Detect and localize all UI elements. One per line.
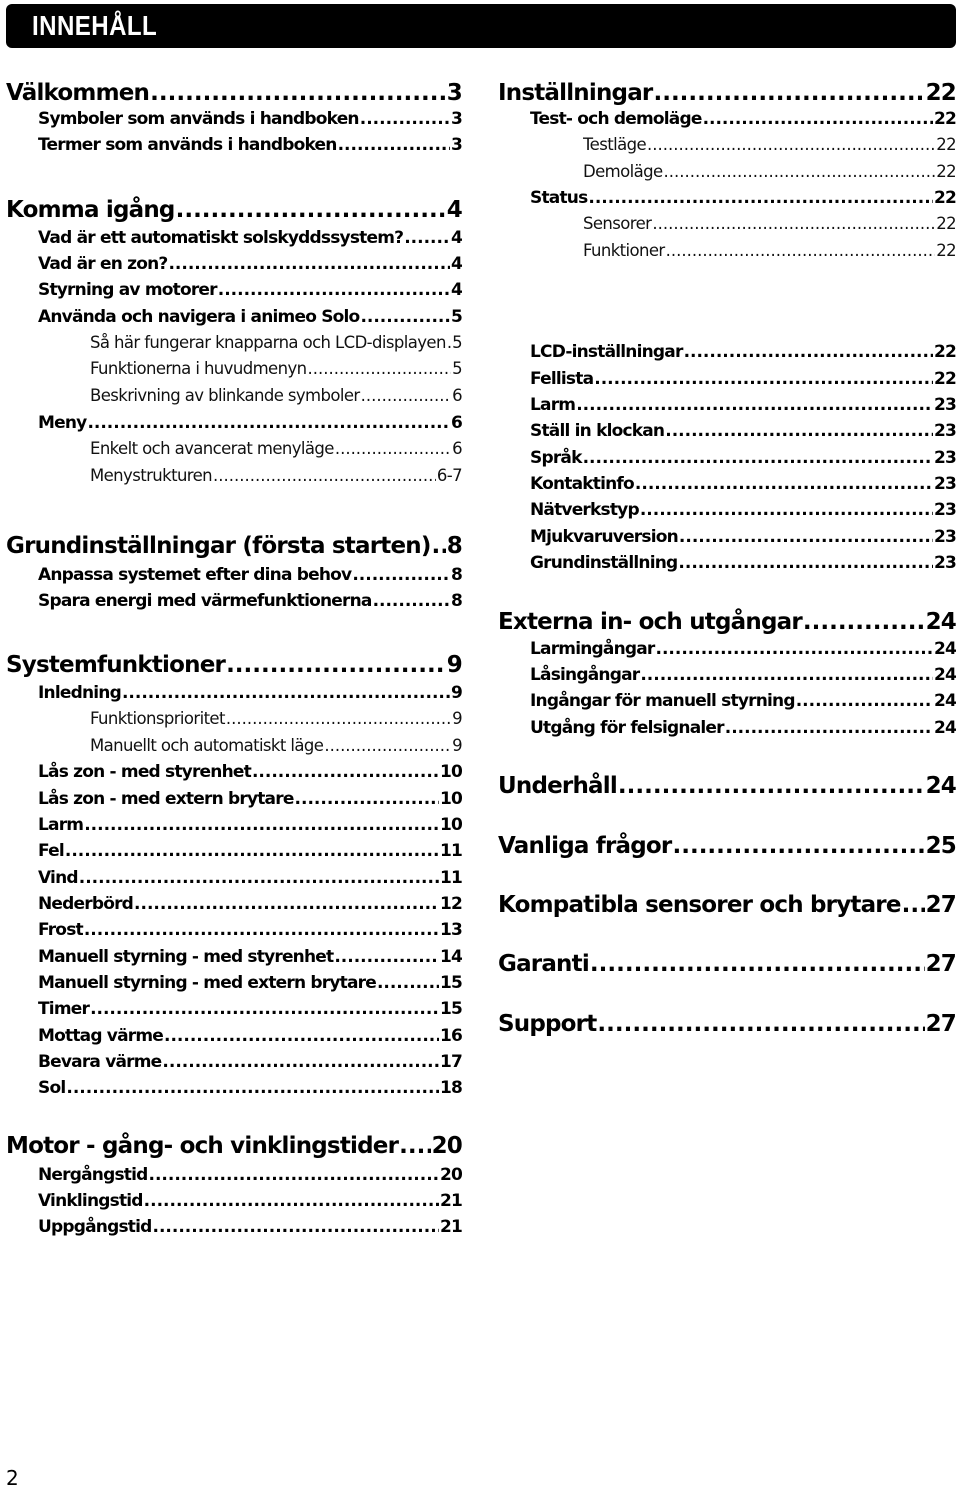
toc-entry-label: Uppgångstid: [38, 1217, 152, 1237]
toc-leader-dots: [678, 552, 933, 574]
toc-leader-dots: [647, 134, 935, 156]
toc-entry-page: 11: [439, 841, 462, 861]
toc-section-heading[interactable]: [6, 78, 462, 108]
toc-leader-dots: [307, 358, 451, 380]
toc-entry-page: 27: [925, 951, 956, 977]
toc-entry-page: 23: [933, 553, 956, 573]
toc-entry[interactable]: [38, 814, 462, 836]
toc-entry-label: Lås zon - med styrenhet: [38, 762, 251, 782]
toc-entry-page: 3: [446, 80, 462, 106]
toc-entry[interactable]: [38, 1077, 462, 1099]
toc-entry-label: Enkelt och avancerat menyläge: [90, 439, 334, 458]
toc-leader-dots: [252, 761, 439, 783]
toc-section-heading[interactable]: [6, 531, 462, 561]
toc-leader-dots: [226, 708, 451, 730]
toc-leader-dots: [583, 447, 933, 469]
toc-entry[interactable]: [530, 368, 956, 390]
toc-entry-page: 10: [439, 789, 462, 809]
toc-leader-dots: [295, 788, 439, 810]
toc-entry-label: Nätverkstyp: [530, 500, 639, 520]
toc-leader-dots: [84, 814, 439, 836]
toc-entry-label: Lås zon - med extern brytare: [38, 789, 294, 809]
toc-entry-page: 3: [450, 109, 462, 129]
toc-entry-label: Vad är en zon?: [38, 254, 168, 274]
toc-entry-page: 5: [450, 307, 462, 327]
toc-entry-page: 22: [933, 109, 956, 129]
toc-entry-label: Manuell styrning - med extern brytare: [38, 973, 376, 993]
toc-entry-page: 10: [439, 762, 462, 782]
toc-entry-label: Låsingångar: [530, 665, 640, 685]
toc-entry-label: Nederbörd: [38, 894, 134, 914]
toc-entry-page: 24: [925, 609, 956, 635]
toc-leader-dots: [672, 831, 924, 861]
toc-section-heading[interactable]: [498, 771, 956, 801]
toc-entry[interactable]: [530, 108, 956, 130]
toc-entry[interactable]: [90, 465, 462, 487]
toc-entry[interactable]: [38, 972, 462, 994]
toc-entry-page: 4: [450, 254, 462, 274]
toc-entry[interactable]: [530, 664, 956, 686]
toc-entry[interactable]: [583, 213, 956, 235]
toc-leader-dots: [66, 1077, 439, 1099]
toc-entry[interactable]: [38, 840, 462, 862]
toc-entry[interactable]: [530, 690, 956, 712]
toc-leader-dots: [90, 998, 439, 1020]
toc-entry-page: 14: [439, 947, 462, 967]
toc-leader-dots: [656, 638, 933, 660]
toc-leader-dots: [588, 187, 933, 209]
toc-leader-dots: [218, 279, 450, 301]
toc-leader-dots: [640, 499, 933, 521]
toc-entry-label: Timer: [38, 999, 90, 1019]
toc-entry-label: Ingångar för manuell styrning: [530, 691, 795, 711]
toc-leader-dots: [652, 213, 935, 235]
toc-section-heading[interactable]: [6, 1131, 462, 1161]
toc-entry-page: 15: [439, 973, 462, 993]
toc-leader-dots: [635, 473, 933, 495]
toc-entry-page: 16: [439, 1026, 462, 1046]
toc-entry[interactable]: [38, 1164, 462, 1186]
toc-entry-page: 25: [925, 833, 956, 859]
toc-entry-page: 22: [936, 214, 956, 233]
toc-entry-label: Inställningar: [498, 80, 653, 106]
toc-entry-page: 23: [933, 500, 956, 520]
toc-entry-page: 6: [452, 386, 462, 405]
toc-section-heading[interactable]: [498, 890, 956, 920]
toc-entry[interactable]: [583, 240, 956, 262]
toc-entry-label: Larmingångar: [530, 639, 655, 659]
header-bar: [6, 4, 956, 48]
toc-entry-page: 9: [452, 709, 462, 728]
toc-entry[interactable]: [38, 279, 462, 301]
toc-leader-dots: [213, 465, 436, 487]
toc-entry[interactable]: [38, 134, 462, 156]
toc-entry-label: Support: [498, 1011, 597, 1037]
toc-entry[interactable]: [530, 473, 956, 495]
toc-entry-page: 22: [936, 162, 956, 181]
toc-entry-label: Fellista: [530, 369, 594, 389]
toc-entry-page: 22: [933, 342, 956, 362]
toc-leader-dots: [666, 240, 936, 262]
toc-entry[interactable]: [90, 708, 462, 730]
toc-entry-label: Nergångstid: [38, 1165, 148, 1185]
toc-leader-dots: [664, 161, 936, 183]
toc-leader-dots: [168, 253, 450, 275]
toc-entry-label: Termer som används i handboken: [38, 135, 337, 155]
toc-leader-dots: [653, 78, 924, 108]
toc-entry[interactable]: [583, 161, 956, 183]
toc-entry-page: 24: [925, 773, 956, 799]
toc-leader-dots: [360, 306, 450, 328]
toc-leader-dots: [335, 438, 451, 460]
toc-section-heading[interactable]: [498, 78, 956, 108]
page-number: 2: [6, 1466, 19, 1490]
toc-entry-page: 13: [439, 920, 462, 940]
toc-entry-label: Välkommen: [6, 80, 150, 106]
toc-entry[interactable]: [530, 420, 956, 442]
toc-leader-dots: [902, 890, 925, 920]
toc-entry-label: Mottag värme: [38, 1026, 163, 1046]
toc-entry-page: 23: [933, 421, 956, 441]
toc-entry-label: Test- och demoläge: [530, 109, 702, 129]
toc-entry-page: 24: [933, 665, 956, 685]
toc-section-heading[interactable]: [498, 1009, 956, 1039]
toc-leader-dots: [153, 1216, 439, 1238]
toc-entry-page: 24: [933, 691, 956, 711]
toc-entry-label: Funktionsprioritet: [90, 709, 225, 728]
toc-entry-label: LCD-inställningar: [530, 342, 683, 362]
toc-entry-label: Använda och navigera i animeo Solo: [38, 307, 360, 327]
toc-entry-label: Larm: [38, 815, 84, 835]
toc-leader-dots: [640, 664, 933, 686]
toc-entry-label: Utgång för felsignaler: [530, 718, 724, 738]
toc-entry[interactable]: [38, 867, 462, 889]
toc-entry[interactable]: [90, 735, 462, 757]
toc-entry[interactable]: [530, 552, 956, 574]
toc-entry-label: Manuellt och automatiskt läge: [90, 736, 324, 755]
toc-entry[interactable]: [38, 108, 462, 130]
toc-section-heading[interactable]: [498, 949, 956, 979]
toc-entry-label: Språk: [530, 448, 582, 468]
toc-leader-dots: [796, 690, 933, 712]
toc-entry[interactable]: [38, 1190, 462, 1212]
toc-entry-page: 24: [933, 718, 956, 738]
toc-entry-page: 27: [925, 892, 956, 918]
toc-leader-dots: [597, 1009, 924, 1039]
toc-leader-dots: [803, 607, 925, 637]
toc-entry[interactable]: [583, 134, 956, 156]
toc-leader-dots: [122, 682, 450, 704]
toc-leader-dots: [373, 590, 450, 612]
toc-entry[interactable]: [38, 761, 462, 783]
page-title: INNEHÅLL: [32, 10, 158, 41]
toc-entry-page: 27: [925, 1011, 956, 1037]
toc-entry-label: Funktioner: [583, 241, 665, 260]
toc-leader-dots: [665, 420, 933, 442]
toc-entry-page: 5: [452, 333, 462, 352]
toc-entry[interactable]: [38, 253, 462, 275]
toc-entry-page: 22: [933, 369, 956, 389]
toc-entry-label: Manuell styrning - med styrenhet: [38, 947, 334, 967]
toc-leader-dots: [79, 867, 439, 889]
toc-leader-dots: [334, 946, 439, 968]
toc-leader-dots: [134, 893, 439, 915]
toc-entry-label: Meny: [38, 413, 87, 433]
toc-entry-page: 9: [446, 652, 462, 678]
toc-entry-page: 18: [439, 1078, 462, 1098]
toc-entry-page: 20: [431, 1133, 462, 1159]
toc-entry-page: 22: [936, 241, 956, 260]
toc-leader-dots: [679, 526, 933, 548]
toc-entry-label: Systemfunktioner: [6, 652, 226, 678]
toc-entry-page: 8: [450, 591, 462, 611]
toc-entry[interactable]: [530, 717, 956, 739]
toc-entry-page: 20: [439, 1165, 462, 1185]
toc-entry-label: Status: [530, 188, 588, 208]
toc-section-heading[interactable]: [498, 607, 956, 637]
toc-entry-page: 8: [450, 565, 462, 585]
toc-entry-label: Larm: [530, 395, 576, 415]
toc-entry-label: Frost: [38, 920, 83, 940]
toc-entry[interactable]: [530, 187, 956, 209]
toc-entry-page: 9: [450, 683, 462, 703]
toc-entry-page: 22: [936, 135, 956, 154]
toc-entry[interactable]: [38, 227, 462, 249]
toc-leader-dots: [447, 332, 451, 354]
toc-entry-page: 10: [439, 815, 462, 835]
toc-leader-dots: [576, 394, 933, 416]
toc-entry[interactable]: [530, 341, 956, 363]
toc-entry-label: Grundinställningar (första starten): [6, 533, 431, 559]
toc-entry-page: 12: [439, 894, 462, 914]
toc-entry-label: Spara energi med värmefunktionerna: [38, 591, 372, 611]
toc-entry-label: Kontaktinfo: [530, 474, 634, 494]
toc-entry-label: Garanti: [498, 951, 589, 977]
toc-leader-dots: [404, 227, 450, 249]
toc-leader-dots: [164, 1025, 439, 1047]
toc-entry-page: 9: [452, 736, 462, 755]
toc-entry-label: Testläge: [583, 135, 647, 154]
toc-entry[interactable]: [530, 499, 956, 521]
toc-entry-page: 22: [933, 188, 956, 208]
toc-leader-dots: [703, 108, 933, 130]
toc-leader-dots: [176, 195, 446, 225]
toc-entry-page: 21: [439, 1191, 462, 1211]
toc-entry[interactable]: [38, 1051, 462, 1073]
toc-leader-dots: [144, 1190, 439, 1212]
toc-entry-page: 3: [450, 135, 462, 155]
toc-entry-label: Grundinställning: [530, 553, 678, 573]
toc-leader-dots: [87, 412, 450, 434]
toc-leader-dots: [684, 341, 933, 363]
toc-entry-label: Motor - gång- och vinklingstider: [6, 1133, 399, 1159]
toc-entry-label: Menystrukturen: [90, 466, 213, 485]
toc-leader-dots: [725, 717, 933, 739]
toc-leader-dots: [162, 1051, 439, 1073]
toc-entry[interactable]: [38, 306, 462, 328]
toc-entry-label: Vinklingstid: [38, 1191, 143, 1211]
toc-entry-label: Bevara värme: [38, 1052, 162, 1072]
toc-leader-dots: [618, 771, 925, 801]
toc-entry[interactable]: [38, 590, 462, 612]
toc-leader-dots: [84, 919, 439, 941]
toc-leader-dots: [150, 78, 446, 108]
toc-entry[interactable]: [530, 394, 956, 416]
toc-entry-page: 5: [452, 359, 462, 378]
toc-entry-label: Inledning: [38, 683, 121, 703]
toc-leader-dots: [338, 134, 450, 156]
toc-leader-dots: [594, 368, 933, 390]
toc-entry-label: Komma igång: [6, 197, 175, 223]
toc-leader-dots: [432, 531, 446, 561]
toc-entry-page: 24: [933, 639, 956, 659]
toc-entry-label: Underhåll: [498, 773, 617, 799]
toc-entry-page: 22: [925, 80, 956, 106]
toc-entry-page: 23: [933, 448, 956, 468]
toc-entry[interactable]: [90, 438, 462, 460]
toc-leader-dots: [377, 972, 439, 994]
toc-entry-page: 11: [439, 868, 462, 888]
toc-entry[interactable]: [38, 998, 462, 1020]
toc-entry-label: Anpassa systemet efter dina behov: [38, 565, 352, 585]
toc-entry-page: 17: [439, 1052, 462, 1072]
toc-entry[interactable]: [38, 564, 462, 586]
toc-leader-dots: [361, 385, 451, 407]
toc-entry-label: Styrning av motorer: [38, 280, 217, 300]
toc-entry-page: 23: [933, 395, 956, 415]
toc-entry[interactable]: [90, 332, 462, 354]
toc-entry-page: 21: [439, 1217, 462, 1237]
toc-entry[interactable]: [38, 682, 462, 704]
toc-entry[interactable]: [38, 946, 462, 968]
toc-section-heading[interactable]: [6, 650, 462, 680]
toc-entry[interactable]: [530, 638, 956, 660]
toc-section-heading[interactable]: [498, 831, 956, 861]
toc-leader-dots: [360, 108, 450, 130]
toc-entry-label: Mjukvaruversion: [530, 527, 678, 547]
toc-entry-label: Kompatibla sensorer och brytare: [498, 892, 901, 918]
toc-entry-label: Vanliga frågor: [498, 833, 672, 859]
toc-entry-label: Vad är ett automatiskt solskyddssystem?: [38, 228, 404, 248]
toc-entry-page: 6: [450, 413, 462, 433]
toc-leader-dots: [65, 840, 439, 862]
toc-section-heading[interactable]: [6, 195, 462, 225]
toc-entry-page: 8: [446, 533, 462, 559]
toc-entry-label: Sensorer: [583, 214, 652, 233]
toc-entry[interactable]: [38, 919, 462, 941]
toc-entry[interactable]: [38, 1025, 462, 1047]
toc-entry-page: 4: [450, 280, 462, 300]
toc-entry-page: 4: [446, 197, 462, 223]
toc-entry-page: 23: [933, 527, 956, 547]
toc-entry-label: Sol: [38, 1078, 66, 1098]
toc-entry-label: Demoläge: [583, 162, 663, 181]
toc-entry-label: Så här fungerar knapparna och LCD-displayen: [90, 333, 446, 352]
toc-entry[interactable]: [38, 412, 462, 434]
toc-entry[interactable]: [530, 447, 956, 469]
toc-entry-page: 6: [452, 439, 462, 458]
toc-entry-label: Fel: [38, 841, 64, 861]
toc-entry[interactable]: [530, 526, 956, 548]
toc-entry-label: Funktionerna i huvudmenyn: [90, 359, 307, 378]
toc-leader-dots: [590, 949, 925, 979]
toc-entry-page: 23: [933, 474, 956, 494]
toc-leader-dots: [324, 735, 451, 757]
toc-entry[interactable]: [38, 893, 462, 915]
toc-leader-dots: [226, 650, 446, 680]
toc-entry-label: Symboler som används i handboken: [38, 109, 359, 129]
toc-entry-label: Vind: [38, 868, 78, 888]
toc-entry-page: 6-7: [436, 466, 462, 485]
toc-entry-page: 4: [450, 228, 462, 248]
toc-entry[interactable]: [38, 788, 462, 810]
toc-entry-label: Ställ in klockan: [530, 421, 665, 441]
toc-entry-label: Beskrivning av blinkande symboler: [90, 386, 360, 405]
toc-entry[interactable]: [90, 358, 462, 380]
toc-entry[interactable]: [38, 1216, 462, 1238]
toc-leader-dots: [149, 1164, 439, 1186]
toc-entry[interactable]: [90, 385, 462, 407]
toc-entry-page: 15: [439, 999, 462, 1019]
toc-leader-dots: [399, 1131, 430, 1161]
toc-leader-dots: [352, 564, 450, 586]
toc-entry-label: Externa in- och utgångar: [498, 609, 802, 635]
